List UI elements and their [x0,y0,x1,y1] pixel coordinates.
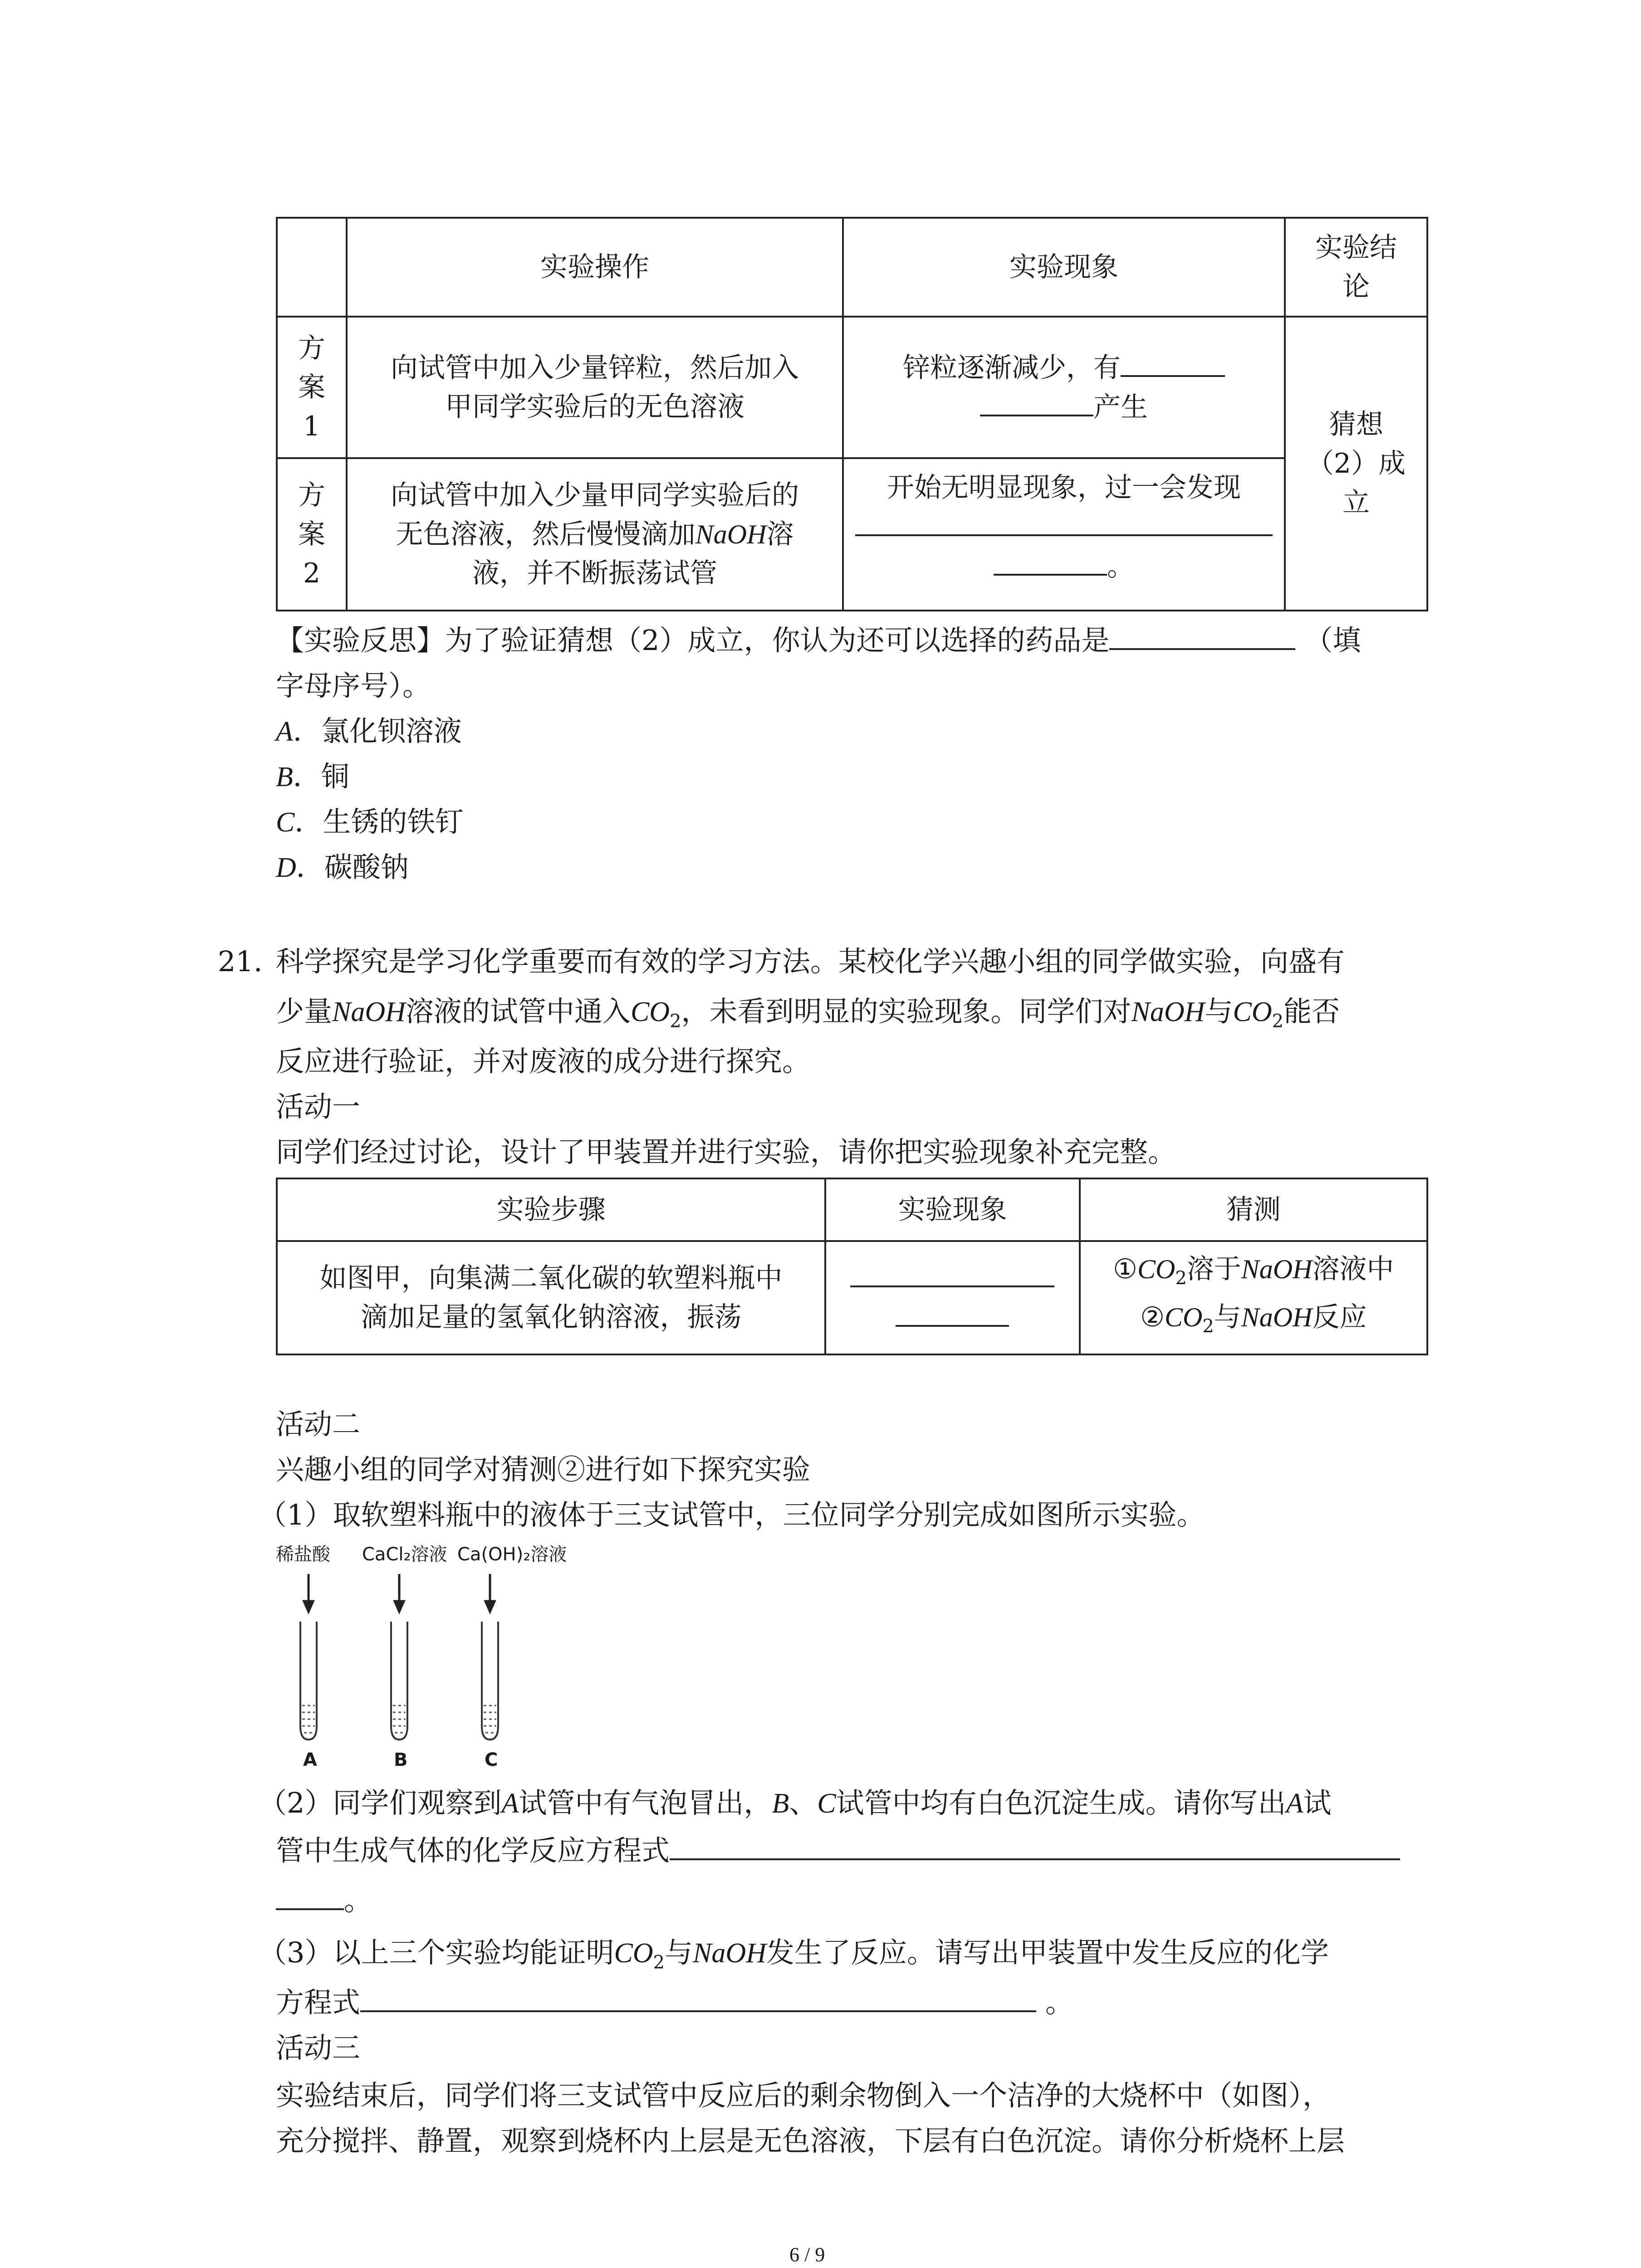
test-tubes-drawing [276,1540,575,1776]
activity-3-line-1: 实验结束后，同学们将三支试管中反应后的剩余物倒入一个洁净的大烧杯中（如图）， [276,2079,1331,2112]
reflection-line-1: 【实验反思】为了验证猜想（2）成立，你认为还可以选择的药品是 （填 [276,618,1361,663]
reagent-label-cacl2: CaCl₂溶液 [362,1544,447,1565]
table1-header-conclusion: 实验结 论 [1285,218,1427,317]
q21-line-1: 科学探究是学习化学重要而有效的学习方法。某校化学兴趣小组的同学做实验，向盛有 [276,945,1345,978]
experiment-table-1 [276,217,1428,611]
table1-plan1-operation: 向试管中加入少量锌粒，然后加入 甲同学实验后的无色溶液 [347,317,843,458]
table1-conclusion: 猜想 （2）成 立 [1285,317,1427,611]
table1-plan2-label: 方 案 2 [277,458,347,611]
option-d: D．碳酸钠 [276,850,409,884]
tube-label-b: B [394,1750,408,1770]
q21-line-2: 少量NaOH溶液的试管中通入$CO_2$，未看到明显的实验现象。同学们对NaOH与$CO_2$能否 [276,995,1340,1032]
option-c: C．生锈的铁钉 [276,805,464,838]
answer-blank[interactable] [850,1258,1054,1287]
activity-1-desc: 同学们经过讨论，设计了甲装置并进行实验，请你把实验现象补充完整。 [276,1135,1176,1168]
table2-header-observation: 实验现象 [825,1178,1079,1241]
answer-blank[interactable] [1121,348,1225,377]
answer-blank[interactable] [980,387,1093,416]
experiment-table-2 [276,1178,1428,1355]
answer-blank[interactable] [994,547,1107,576]
test-tubes-figure [276,1540,575,1776]
reagent-label-hcl: 稀盐酸 [276,1544,330,1565]
answer-blank[interactable] [276,1880,344,1910]
reflection-line-2: 字母序号）。 [276,669,431,702]
answer-blank[interactable] [896,1298,1009,1327]
activity-2-desc: 兴趣小组的同学对猜测②进行如下探究实验 [276,1453,811,1486]
activity-2-step-2: （2）同学们观察到A试管中有气泡冒出，B、C试管中均有白色沉淀生成。请你写出A试 [259,1786,1332,1819]
activity-2-step-3: （3）以上三个实验均能证明$CO_2$与NaOH发生了反应。请写出甲装置中发生反应的化学 [259,1936,1329,1973]
activity-1-title: 活动一 [276,1090,361,1123]
q21-line-3: 反应进行验证，并对废液的成分进行探究。 [276,1045,811,1078]
page-number: 6 / 9 [789,2244,825,2266]
table1-header-empty [277,218,347,317]
answer-blank[interactable] [670,1830,1400,1860]
activity-3-title: 活动三 [276,2031,361,2064]
table2-guess: $①CO_2$溶于NaOH溶液中 $②CO_2$与NaOH反应 [1080,1241,1427,1354]
activity-2-step-3-line-2: 方程式 。 [276,1980,1073,2025]
table2-observation [825,1241,1079,1354]
option-b: B．铜 [276,760,349,793]
table2-header-guess: 猜测 [1080,1178,1427,1241]
tube-label-a: A [303,1750,317,1770]
table2-step: 如图甲，向集满二氧化碳的软塑料瓶中 滴加足量的氢氧化钠溶液，振荡 [277,1241,825,1354]
answer-blank[interactable] [360,1982,1036,2012]
activity-2-step-1: （1）取软塑料瓶中的液体于三支试管中，三位同学分别完成如图所示实验。 [259,1498,1205,1531]
answer-blank[interactable] [855,507,1273,536]
q21-number: 21. [218,945,263,978]
table1-header-observation: 实验现象 [843,218,1285,317]
table1-plan1-observation: 锌粒逐渐减少，有 产生 [843,317,1285,458]
tube-label-c: C [485,1750,498,1770]
activity-2-step-2-line-2: 管中生成气体的化学反应方程式 [276,1828,1400,1873]
table1-plan2-observation: 开始无明显现象，过一会发现 。 [843,458,1285,611]
reagent-label-caoh2: Ca(OH)₂溶液 [457,1544,567,1565]
activity-2-step-2-line-3: 。 [276,1878,372,1923]
table1-plan1-label: 方 案 1 [277,317,347,458]
table1-plan2-operation: 向试管中加入少量甲同学实验后的 无色溶液，然后慢慢滴加NaOH溶 液，并不断振荡试管 [347,458,843,611]
table1-header-operation: 实验操作 [347,218,843,317]
option-a: A．氯化钡溶液 [276,714,462,748]
activity-2-title: 活动二 [276,1408,361,1441]
activity-3-line-2: 充分搅拌、静置，观察到烧杯内上层是无色溶液，下层有白色沉淀。请你分析烧杯上层 [276,2124,1345,2157]
table2-header-step: 实验步骤 [277,1178,825,1241]
answer-blank[interactable] [1109,620,1295,650]
